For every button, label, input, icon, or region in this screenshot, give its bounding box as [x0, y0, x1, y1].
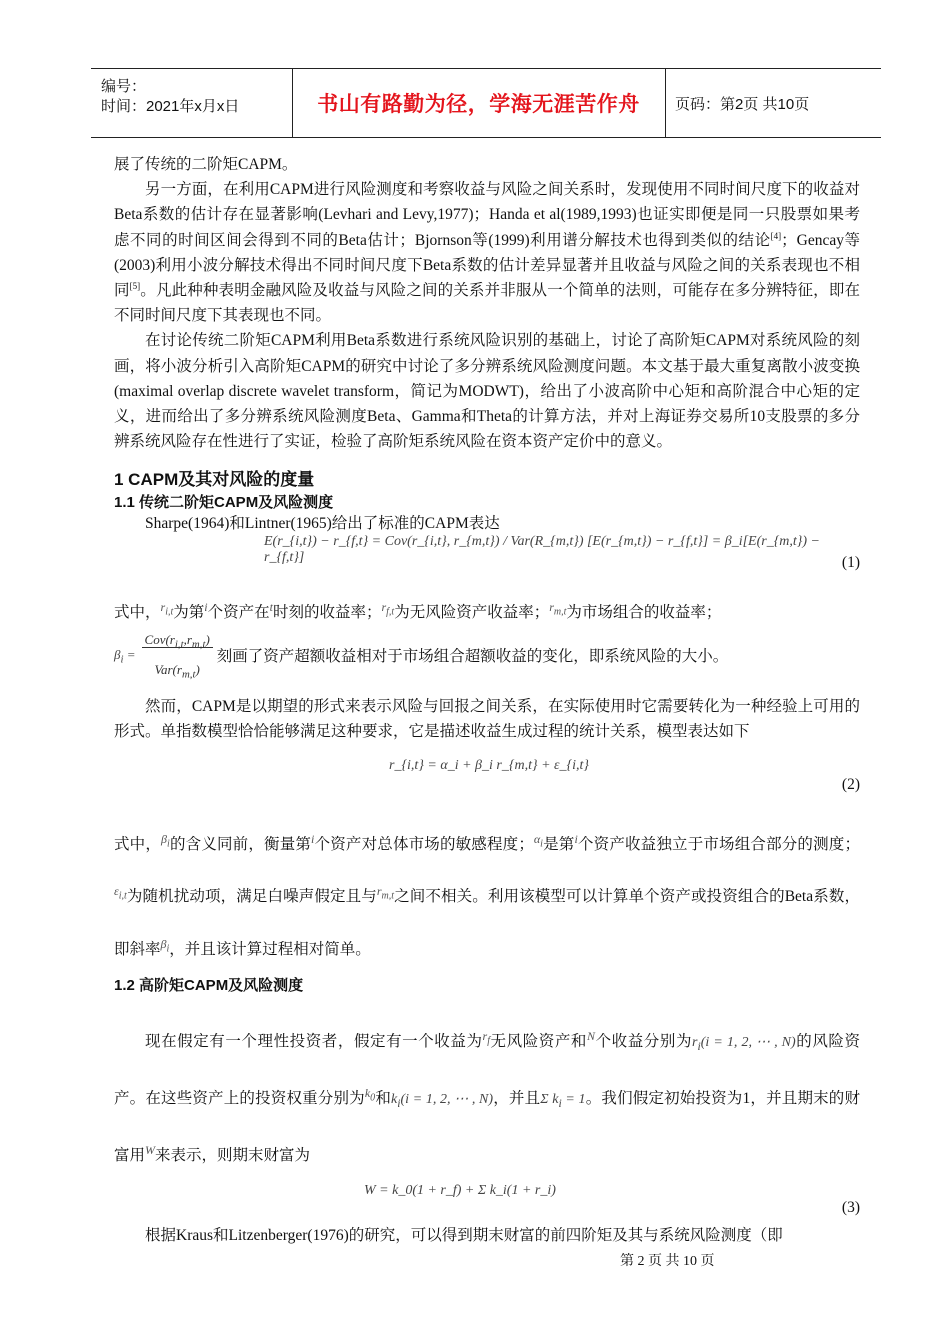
header-page-label: 页码：第2页 共10页 [675, 95, 810, 113]
p7-c: 个收益分别为 [595, 1032, 693, 1050]
p7-h: 来表示，则期末财富为 [155, 1146, 311, 1164]
symbol-sum-k: Σ $k_i = 1$ [540, 1091, 586, 1110]
doc-time-label: 时间：2021年x月x日 [101, 98, 240, 115]
equation-3 [114, 1179, 860, 1223]
p6-g: 之间不相关。利用该模型可以计算单个资产或投资组合的Beta系数，即斜率 [114, 888, 860, 958]
paragraph-5: 然而，CAPM是以期望的形式来表示风险与回报之间关系，在实际使用时它需要转化为一种经验上可用的形式。单指数模型恰恰能够满足这种要求，它是描述收益生成过程的统计关系，模型表达如下 [114, 697, 860, 740]
symbol-r-mt: rm,t [549, 600, 567, 618]
equation-2-formula: r_{i,t} = α_i + β_i r_{m,t} + ε_{i,t} [389, 758, 590, 774]
p4-d: 时刻的收益率； [272, 604, 382, 622]
symbol-r-ft: rf,t [381, 600, 395, 618]
symbol-r-mt-2: rm,t [376, 884, 395, 902]
symbol-N: N [587, 1028, 596, 1043]
p6-a: 式中， [114, 836, 162, 854]
symbol-r-it: ri,t [160, 600, 174, 618]
paragraph-1-text-c: 。凡此种种表明金融风险及收益与风险之间的关系并非服从一个简单的法则，可能存在多分辨特征，即在不同时间尺度下其表现也不同。 [114, 282, 860, 325]
symbol-i-2: i [311, 832, 315, 847]
equation-3-formula: W = k_0(1 + r_f) + Σ k_i(1 + r_i) [364, 1182, 556, 1198]
section-1-1-heading: 1.1 传统二阶矩CAPM及风险测度 [114, 494, 334, 512]
symbol-r-f: rf [482, 1028, 490, 1047]
equation-1-formula: E(r_{i,t}) − r_{f,t} = Cov(r_{i,t}, r_{m,t}) / Var(R_{m,t}) [E(r_{m,t}) − r_{f,t}] = β_i[E(r_{m,t}) − r_{f,t}] [264, 534, 820, 566]
paragraph-1 [114, 177, 860, 328]
symbol-i-3: i [574, 832, 578, 847]
p6-f: 为随机扰动项，满足白噪声假定且与 [126, 888, 377, 906]
equation-2 [114, 744, 860, 806]
paragraph-1-text-a: 另一方面，在利用CAPM进行风险测度和考察收益与风险之间关系时，发现使用不同时间尺度下的收益对Beta系数的估计存在显著影响(Levhari and Levy,1977)；Handa et al(1989,1993)也证实即便是同一只股票如果考虑不同的时间区间会得到不同的Beta估计；Bjornson等(1999)利用谱分解技术也得到类似的结论 [114, 181, 860, 249]
p4-b: 为第 [173, 604, 205, 622]
header-page-cell [665, 69, 881, 137]
paragraph-8: 根据Kraus和Litzenberger(1976)的研究，可以得到期末财富的前四阶矩及其与系统风险测度（即 [145, 1226, 783, 1244]
p7-a: 现在假定有一个理性投资者，假定有一个收益为 [145, 1032, 483, 1050]
equation-1-number: (1) [841, 554, 860, 572]
symbol-k-i-range: $k_i(i = 1$, 2, ⋯ , N) [391, 1091, 494, 1110]
p7-f: ，并且 [493, 1089, 541, 1107]
p6-d: 是第 [542, 836, 575, 854]
citation-5: [5] [129, 280, 141, 291]
p7-g: 。我们假定初始投资为1，并且期末的财富用 [114, 1089, 860, 1164]
header-motto-cell [292, 69, 666, 137]
document-body [114, 152, 860, 1248]
symbol-alpha-i: αi [533, 832, 543, 850]
symbol-beta-i-2: βi [160, 936, 170, 954]
paragraph-6 [114, 816, 860, 972]
footer-page-number: 第 2 页 共 10 页 [620, 1254, 715, 1269]
symbol-t: t [269, 600, 273, 615]
beta-definition-fraction: $\frac{Cov(r_{i,t},r_{m,t})}{Var(r_{m,t})}$ [142, 627, 213, 688]
citation-4: [4] [770, 230, 782, 241]
equation-1 [114, 534, 860, 586]
equation-2-number: (2) [841, 776, 860, 794]
equation-3-number: (3) [841, 1198, 860, 1216]
p4-c: 个资产在 [207, 604, 270, 622]
header-motto: 书山有路勤为径，学海无涯苦作舟 [317, 92, 640, 116]
p4-e: 为无风险资产收益率； [394, 604, 550, 622]
symbol-beta-i: βi [161, 832, 170, 850]
p6-c: 个资产对总体市场的敏感程度； [314, 836, 534, 854]
p4-f: 为市场组合的收益率； [566, 604, 722, 622]
symbol-r-i-range: $r_i(i = 1$, 2, ⋯ , N) [692, 1034, 796, 1053]
section-1-2-heading: 1.2 高阶矩CAPM及风险测度 [114, 976, 304, 994]
p7-d: 的风险资产。在这些资产上的投资权重分别为 [114, 1032, 860, 1107]
symbol-epsilon-it: εi,t [114, 884, 127, 902]
paragraph-4 [114, 594, 860, 687]
p6-e: 个资产收益独立于市场组合部分的测度； [577, 836, 860, 854]
p4-a: 式中， [114, 604, 161, 622]
page-header [91, 68, 881, 138]
doc-number-label: 编号： [101, 78, 147, 95]
symbol-i: i [204, 600, 208, 615]
p7-b: 无风险资产和 [489, 1032, 587, 1050]
beta-fraction: $\beta_i$ = [114, 646, 136, 666]
section-1-heading: 1 CAPM及其对风险的度量 [114, 470, 315, 490]
paragraph-2: 在讨论传统二阶矩CAPM利用Beta系数进行系统风险识别的基础上，讨论了高阶矩CAPM对系统风险的刻画，将小波分析引入高阶矩CAPM的研究中讨论了多分辨系统风险测度问题。本文基于最大重复离散小波变换(maximal overlap discrete wavelet transform，简记为MODWT)，给出了小波高阶中心矩和高阶混合中心矩的定义，进而给出了多分辨系统风险测度Beta、Gamma和Theta的计算方法，并对上海证券交易所10支股票的多分辨系统风险存在性进行了实证，检验了高阶矩系统风险在资本资产定价中的意义。 [114, 332, 860, 451]
header-info-cell [91, 69, 293, 137]
p6-h: ，并且该计算过程相对简单。 [169, 940, 371, 958]
paragraph-0: 展了传统的二阶矩CAPM。 [114, 156, 298, 173]
symbol-W: W [145, 1142, 156, 1157]
p7-e: 和 [375, 1089, 392, 1107]
p4-g: 刻画了资产超额收益相对于市场组合超额收益的变化，即系统风险的大小。 [216, 647, 729, 665]
p6-b: 的含义同前，衡量第 [169, 836, 312, 854]
symbol-k0: k0 [364, 1085, 376, 1103]
paragraph-3: Sharpe(1964)和Lintner(1965)给出了标准的CAPM表达 [145, 515, 500, 533]
paragraph-7 [114, 1013, 860, 1179]
paragraph-1-text-b: ；Gencay等(2003)利用小波分解技术得出不同时间尺度下Beta系数的估计差异显著并且收益与风险之间的关系表现也不相同 [114, 231, 860, 300]
